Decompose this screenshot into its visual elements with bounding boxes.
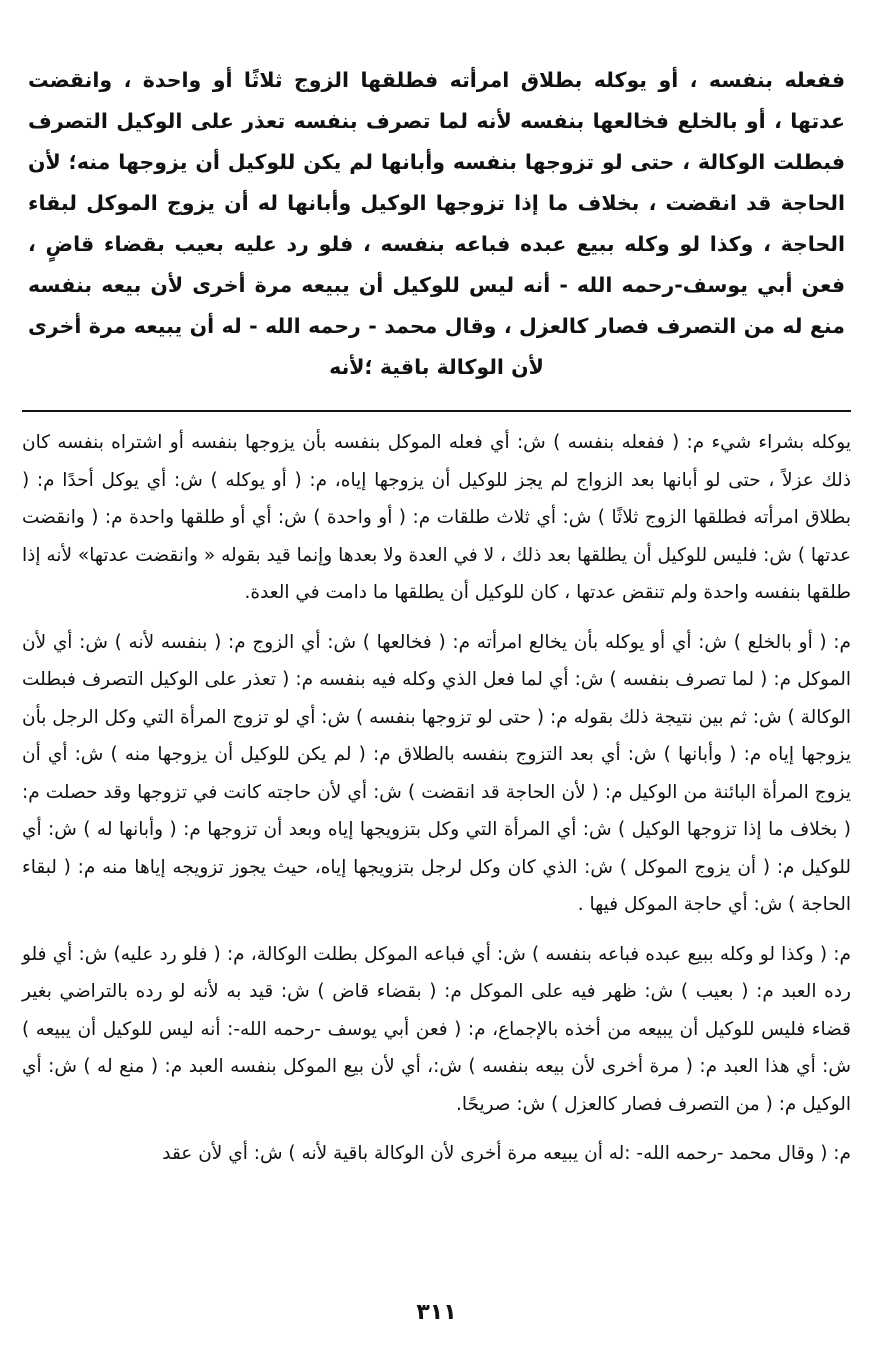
commentary-paragraph: م: ( أو بالخلع ) ش: أي أو يوكله بأن يخالع امرأته م: ( فخالعها ) ش: أي الزوج م: ( بنفسه لأنه ) ش: أي لأن الموكل م: ( لما تصرف بنفسه ) ش: أي لما فعل الذي وكله فيه بنفسه م: ( تعذر على الوكيل التصرف فبطلت الوكالة ) ش: ثم بين نتيجة ذلك بقوله م: ( حتى لو تزوجها بنفسه ) ش: أي لو تزوج المرأة التي وكل الرجل بأن يزوجها إياه م: ( وأبانها ) ش: أي بعد التزوج بنفسه بالطلاق م: ( لم يكن للوكيل أن يزوجها منه ) ش: أي أن يزوج المرأة البائنة من الوكيل م: ( لأن الحاجة قد انقضت ) ش: أي لأن حاجته كانت في تزوجها وقد حصلت م: ( بخلاف ما إذا تزوجها الوكيل ) ش: أي المرأة التي وكل بتزويجها إياه وبعد أن تزوجها م: ( وأبانها له ) ش: أي للوكيل م: ( أن يزوج الموكل ) ش: الذي كان وكل لرجل بتزويجها إياه، حيث يجوز تزويجه إياها منه م: ( لبقاء الحاجة ) ش: أي حاجة الموكل فيها . [22,631,851,915]
commentary-paragraph: م: ( وكذا لو وكله ببيع عبده فباعه بنفسه ) ش: أي فباعه الموكل بطلت الوكالة، م: ( فلو رد عليه) ش: أي فلو رده العبد م: ( بعيب ) ش: ظهر فيه على الموكل م: ( بقضاء قاض ) ش: قيد به لأنه لو رده بالتراضي بغير قضاء فليس للوكيل أن يبيعه من أخذه بالإجماع، م: ( فعن أبي يوسف -رحمه الله-: أنه ليس للوكيل أن يبيعه ) ش: أي هذا العبد م: ( مرة أخرى لأن بيعه بنفسه ) ش:، أي لأن بيع الموكل بنفسه العبد م: ( منع له ) ش: أي الوكيل م: ( من التصرف فصار كالعزل ) ش: صريحًا. [22,943,851,1115]
commentary-paragraph: م: ( وقال محمد -رحمه الله- :له أن يبيعه مرة أخرى لأن الوكالة باقية لأنه ) ش: أي لأن عقد [162,1143,851,1164]
commentary-paragraph: يوكله بشراء شيء م: ( ففعله بنفسه ) ش: أي فعله الموكل بنفسه بأن يزوجها بنفسه أو اشتراه بنفسه كان ذلك عزلاً ، حتى لو أبانها بعد الزواج لم يجز للوكيل أن يزوجها إياه، م: ( أو يوكله ) ش: أي يوكل أحدًا م: ( بطلاق امرأته فطلقها الزوج ثلاثًا ) ش: أي ثلاث طلقات م: ( أو واحدة ) ش: أي أو طلقها واحدة م: ( وانقضت عدتها ) ش: فليس للوكيل أن يطلقها بعد ذلك ، لا في العدة ولا بعدها وإنما قيد بقوله « وانقضت عدتها» لأنه إذا طلقها بنفسه واحدة ولم تنقض عدتها ، كان للوكيل أن يطلقها ما دامت في العدة. [22,432,851,603]
book-page [22,60,851,1371]
commentary [22,424,851,1173]
page-number: ٣١١ [416,1300,457,1325]
footnote-divider [22,410,851,412]
main-text: ففعله بنفسه ، أو يوكله بطلاق امرأته فطلقها الزوج ثلاثًا أو واحدة ، وانقضت عدتها ، أو بالخلع فخالعها بنفسه لأنه لما تصرف بنفسه تعذر على الوكيل التصرف فبطلت الوكالة ، حتى لو تزوجها بنفسه وأبانها لم يكن للوكيل أن يزوجها منه؛ لأن الحاجة قد انقضت ، بخلاف ما إذا تزوجها الوكيل وأبانها له أن يزوج الموكل لبقاء الحاجة ، وكذا لو وكله ببيع عبده فباعه بنفسه ، فلو رد عليه بعيب بقضاء قاضٍ ، فعن أبي يوسف-رحمه الله - أنه ليس للوكيل أن يبيعه مرة أخرى لأن بيعه بنفسه منع له من التصرف فصار كالعزل ، وقال محمد - رحمه الله - له أن يبيعه مرة أخرى لأن الوكالة باقية ؛لأنه [28,68,845,379]
